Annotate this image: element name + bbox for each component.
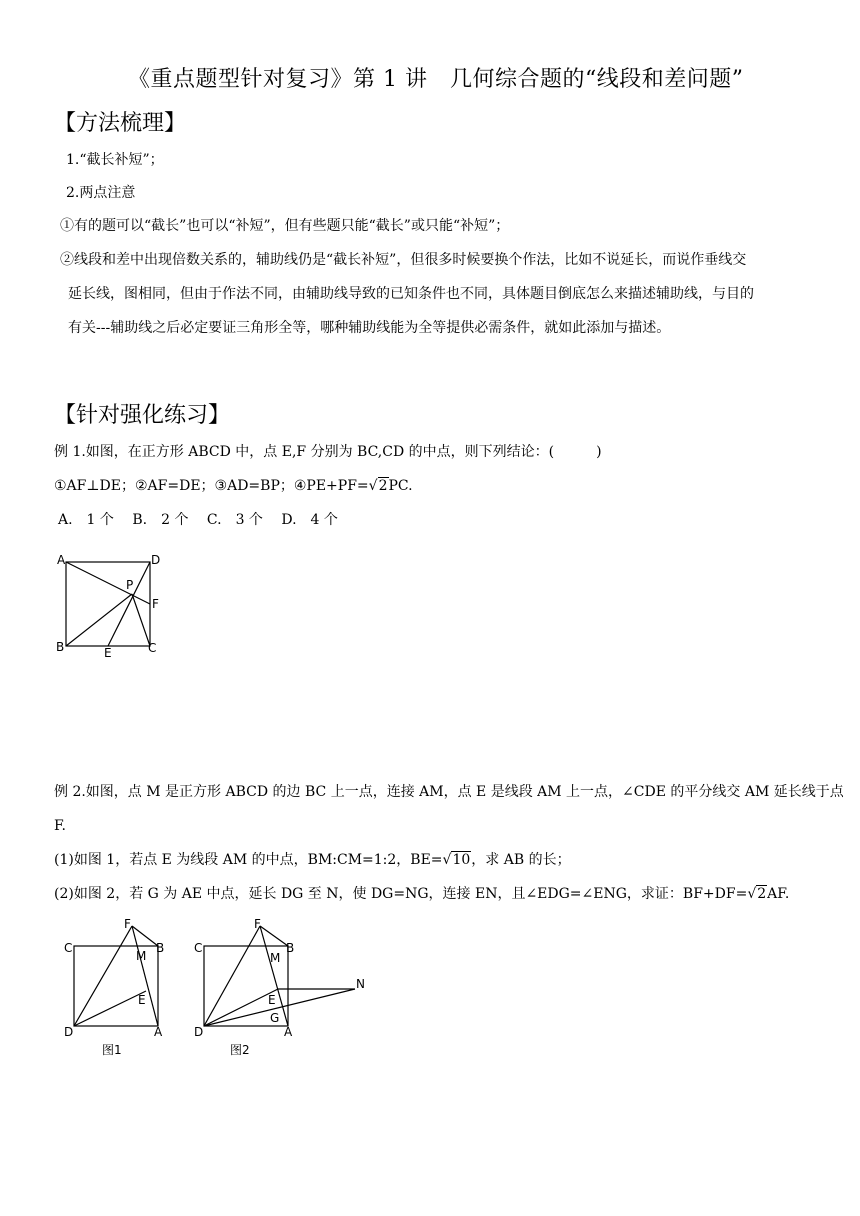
method-item-2: 2.两点注意 — [66, 185, 136, 201]
label-e: E — [268, 993, 276, 1007]
method-note-1: ①有的题可以“截长”也可以“补短”，但有些题只能“截长”或只能“补短”； — [60, 218, 510, 234]
label-m: M — [270, 951, 281, 965]
example-1-figure — [54, 552, 174, 662]
example-1-conclusions — [54, 476, 413, 496]
segment-de — [108, 562, 150, 646]
label-e: E — [138, 993, 146, 1007]
example-2-figure-1 — [58, 916, 178, 1062]
question-2-text-a: (2)如图 2，若 G 为 AE 中点，延长 DG 至 N，使 DG=NG，连接 EN，且∠EDG=∠ENG，求证：BF+DF= — [54, 886, 748, 902]
example-1-stem: 例 1.如图，在正方形 ABCD 中，点 E,F 分别为 BC,CD 的中点，则下列结论：( ) — [54, 444, 602, 460]
figure-1-caption: 图1 — [102, 1043, 122, 1057]
method-note-2-line-3: 有关---辅助线之后必定要证三角形全等，哪种辅助线能为全等提供必需条件，就如此添加与描述。 — [68, 320, 671, 336]
example-2-stem-line-1: 例 2.如图，点 M 是正方形 ABCD 的边 BC 上一点，连接 AM，点 E 是线段 AM 上一点，∠CDE 的平分线交 AM 延长线于点 — [54, 784, 844, 800]
conclusions-text-b: PC. — [388, 478, 413, 494]
method-note-2-line-2: 延长线，图相同，但由于作法不同，由辅助线导致的已知条件也不同，具体题目倒底怎么来描述辅助线，与目的 — [68, 286, 754, 302]
label-a: A — [284, 1025, 293, 1039]
label-c: C — [194, 941, 203, 955]
sqrt-symbol: √2 — [747, 886, 767, 902]
example-1-options: A. 1 个 B. 2 个 C. 3 个 D. 4 个 — [58, 512, 338, 528]
segment-pc — [132, 594, 150, 646]
label-f: F — [254, 917, 261, 931]
example-2-question-2 — [54, 884, 789, 904]
label-d: D — [151, 553, 161, 567]
label-b: B — [156, 941, 165, 955]
label-a: A — [154, 1025, 163, 1039]
segment-fa — [132, 926, 158, 1026]
example-2-stem-line-2: F. — [54, 818, 66, 834]
sqrt-symbol: √2 — [368, 478, 388, 494]
example-2-figure-2 — [190, 916, 380, 1062]
label-p: P — [126, 578, 134, 592]
conclusions-text-a: ①AF⊥DE；②AF=DE；③AD=BP；④PE+PF= — [54, 478, 369, 494]
practice-heading: 【针对强化练习】 — [54, 403, 231, 428]
example-2-question-1 — [54, 850, 571, 870]
segment-de — [204, 989, 278, 1026]
segment-bp — [66, 594, 132, 646]
question-2-text-b: AF. — [767, 886, 790, 902]
label-n: N — [356, 977, 365, 991]
label-f: F — [124, 917, 131, 931]
label-f: F — [152, 597, 159, 611]
question-1-text-a: (1)如图 1，若点 E 为线段 AM 的中点，BM:CM=1:2，BE= — [54, 852, 443, 868]
label-d: D — [194, 1025, 204, 1039]
label-c: C — [64, 941, 73, 955]
label-b: B — [286, 941, 295, 955]
figure-2-caption: 图2 — [230, 1043, 250, 1057]
label-c: C — [148, 641, 157, 655]
label-m: M — [136, 949, 147, 963]
method-heading: 【方法梳理】 — [54, 111, 187, 136]
question-1-text-b: ，求 AB 的长； — [471, 852, 571, 868]
segment-af — [66, 562, 150, 604]
segment-df — [74, 926, 132, 1026]
label-e: E — [104, 646, 112, 660]
method-item-1: 1.“截长补短”； — [66, 152, 164, 168]
label-b: B — [56, 640, 65, 654]
label-d: D — [64, 1025, 74, 1039]
label-g: G — [270, 1011, 280, 1025]
method-note-2-line-1: ②线段和差中出现倍数关系的，辅助线仍是“截长补短”，但很多时候要换个作法，比如不说延长，而说作垂线交 — [60, 252, 747, 268]
segment-df — [204, 926, 260, 1026]
label-a: A — [57, 553, 66, 567]
page-title: 《重点题型针对复习》第 1 讲 几何综合题的“线段和差问题” — [128, 67, 744, 92]
square-abcd — [66, 562, 150, 646]
sqrt-symbol: √10 — [442, 852, 471, 868]
